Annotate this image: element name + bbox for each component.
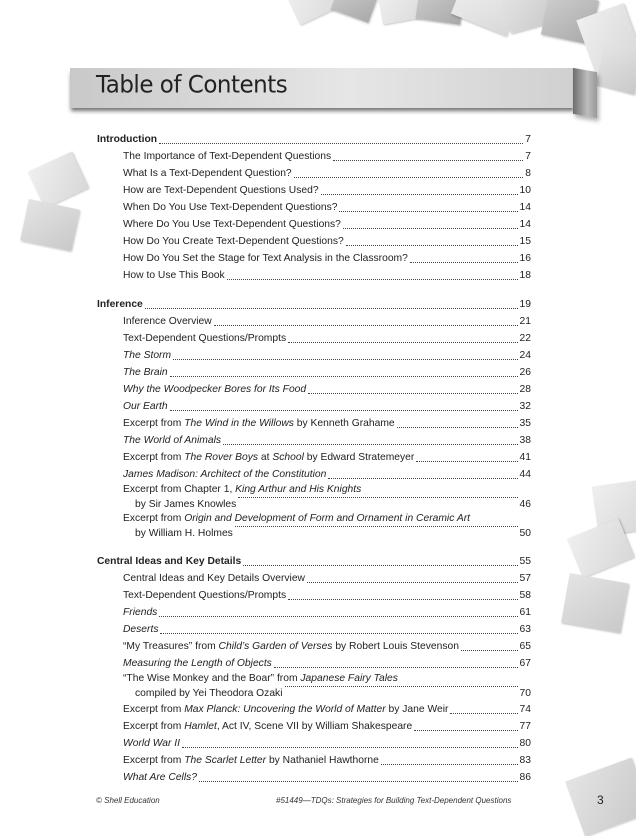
dot-leader [328, 478, 517, 479]
toc-entry[interactable] [97, 655, 531, 672]
dot-leader [159, 616, 517, 617]
toc-section [97, 131, 531, 284]
dot-leader [170, 410, 518, 411]
entry-suffix: by Kenneth Grahame [293, 418, 395, 429]
page-ref: 8 [525, 168, 531, 179]
toc-section-heading[interactable] [97, 131, 531, 148]
dot-leader [410, 262, 518, 263]
entry-title: Why the Woodpecker Bores for Its Food [123, 384, 307, 395]
toc-entry[interactable] [97, 182, 531, 199]
entry-work-title: The Wind in the Willows [184, 418, 294, 429]
dot-leader [339, 211, 517, 212]
toc-entry[interactable] [97, 432, 531, 449]
entry-suffix-2: by Edward Stratemeyer [303, 452, 415, 463]
entry-suffix: by Nathaniel Hawthorne [266, 755, 379, 766]
entry-title: James Madison: Architect of the Constitution [123, 469, 327, 480]
entry-work-title: Max Planck: Uncovering the World of Matter [184, 704, 386, 715]
toc-entry[interactable] [97, 267, 531, 284]
page-ref: 21 [519, 316, 531, 327]
entry-suffix: by Jane Weir [385, 704, 449, 715]
entry-work-title: Hamlet [184, 721, 217, 732]
toc-section-heading[interactable] [97, 553, 531, 570]
entry-title: The Storm [123, 350, 172, 361]
toc-entry[interactable] [97, 769, 531, 786]
dot-leader [343, 228, 518, 229]
toc-entry[interactable] [97, 466, 531, 483]
dot-leader [450, 713, 517, 714]
toc-section [97, 553, 531, 786]
dot-leader [416, 461, 517, 462]
toc-entry[interactable] [97, 381, 531, 398]
page-ref: 46 [519, 499, 531, 510]
entry-prefix: Excerpt from [123, 704, 185, 715]
entry-title: Deserts [123, 624, 159, 635]
dot-leader [159, 143, 523, 144]
entry-title: Friends [123, 607, 158, 618]
toc-entry[interactable] [97, 672, 531, 701]
toc-entry[interactable] [97, 718, 531, 735]
entry-prefix: Excerpt from [123, 755, 185, 766]
entry-title: Text-Dependent Questions/Prompts [123, 590, 287, 601]
entry-prefix: “The Wise Monkey and the Boar” from [123, 673, 301, 684]
toc-entry[interactable] [97, 398, 531, 415]
entry-title: World War II [123, 738, 181, 749]
page-ref: 50 [519, 528, 531, 539]
entry-work-title: Japanese Fairy Tales [300, 673, 398, 684]
entry-title: How Do You Set the Stage for Text Analysis in the Classroom? [123, 253, 408, 264]
toc-entry[interactable] [97, 313, 531, 330]
toc-entry[interactable] [97, 233, 531, 250]
entry-suffix: at [258, 452, 273, 463]
page-ref: 35 [519, 418, 531, 429]
entry-title: What Are Cells? [123, 772, 198, 783]
dot-leader [414, 730, 517, 731]
entry-title: The World of Animals [123, 435, 222, 446]
entry-prefix: Excerpt from [123, 418, 185, 429]
entry-title: Measuring the Length of Objects [123, 658, 272, 669]
entry-title: Our Earth [123, 401, 168, 412]
toc-entry[interactable] [97, 199, 531, 216]
toc-entry[interactable] [97, 587, 531, 604]
entry-title: Where Do You Use Text-Dependent Questions? [123, 219, 341, 230]
entry-suffix: by Robert Louis Stevenson [332, 641, 459, 652]
entry-title: Text-Dependent Questions/Prompts [123, 333, 287, 344]
toc-entry[interactable] [97, 701, 531, 718]
entry-suffix: , Act IV, Scene VII by William Shakespeare [216, 721, 413, 732]
page-ref: 10 [519, 185, 531, 196]
toc-entry[interactable] [97, 735, 531, 752]
toc-entry[interactable] [97, 604, 531, 621]
toc-entry[interactable] [97, 570, 531, 587]
entry-work-title: Origin and Development of Form and Ornament in Ceramic Art [184, 513, 470, 524]
page-ref: 15 [519, 236, 531, 247]
dot-leader [381, 764, 518, 765]
footer-publisher: © Shell Education [96, 796, 160, 805]
page-ref: 44 [519, 469, 531, 480]
entry-title: How Do You Create Text-Dependent Questions? [123, 236, 344, 247]
dot-leader [274, 667, 518, 668]
dot-leader [288, 342, 517, 343]
toc-entry[interactable] [97, 165, 531, 182]
page-ref: 77 [519, 721, 531, 732]
entry-author-line: by Sir James Knowles [135, 499, 237, 510]
entry-author-line: compiled by Yei Theodora Ozaki [135, 688, 283, 699]
dot-leader [307, 582, 518, 583]
page-ref: 18 [519, 270, 531, 281]
toc-section [97, 296, 531, 541]
page-number: 3 [597, 793, 604, 807]
toc-entry[interactable] [97, 512, 531, 541]
toc-entry[interactable] [97, 621, 531, 638]
entry-title: When Do You Use Text-Dependent Questions? [123, 202, 338, 213]
dot-leader [235, 526, 518, 527]
page-ref: 7 [525, 134, 531, 145]
dot-leader [160, 633, 517, 634]
section-title: Introduction [97, 134, 158, 145]
dot-leader [288, 599, 517, 600]
page-ref: 58 [519, 590, 531, 601]
toc-entry[interactable] [97, 148, 531, 165]
entry-title: The Brain [123, 367, 168, 378]
page-ref: 16 [519, 253, 531, 264]
page-ref: 55 [519, 556, 531, 567]
page-ref: 7 [525, 151, 531, 162]
dot-leader [145, 308, 518, 309]
page-ref: 74 [519, 704, 531, 715]
page-ref: 83 [519, 755, 531, 766]
toc-entry[interactable] [97, 483, 531, 512]
entry-title: What Is a Text-Dependent Question? [123, 168, 292, 179]
entry-author-line: by William H. Holmes [135, 528, 233, 539]
dot-leader [214, 325, 518, 326]
dot-leader [227, 279, 518, 280]
dot-leader [199, 781, 518, 782]
page-ref: 28 [519, 384, 531, 395]
dot-leader [173, 359, 517, 360]
toc-entry[interactable] [97, 364, 531, 381]
entry-title: How to Use This Book [123, 270, 225, 281]
page-ref: 26 [519, 367, 531, 378]
page-ref: 61 [519, 607, 531, 618]
page-title: Table of Contents [96, 71, 288, 99]
entry-title: The Importance of Text-Dependent Questions [123, 151, 332, 162]
page-ref: 63 [519, 624, 531, 635]
banner-fold [573, 68, 597, 118]
toc-entry[interactable] [97, 415, 531, 432]
table-of-contents [97, 131, 531, 798]
page-ref: 32 [519, 401, 531, 412]
page-ref: 38 [519, 435, 531, 446]
entry-work-title: The Rover Boys [184, 452, 259, 463]
toc-entry[interactable] [97, 347, 531, 364]
entry-prefix: Excerpt from Chapter 1, [123, 484, 236, 495]
toc-entry[interactable] [97, 330, 531, 347]
entry-title: Inference Overview [123, 316, 212, 327]
dot-leader [182, 747, 518, 748]
page-ref: 67 [519, 658, 531, 669]
entry-prefix: “My Treasures” from [123, 641, 219, 652]
entry-prefix: Excerpt from [123, 513, 185, 524]
toc-entry[interactable] [97, 752, 531, 769]
page-ref: 70 [519, 688, 531, 699]
dot-leader [238, 497, 517, 498]
toc-entry[interactable] [97, 216, 531, 233]
entry-prefix: Excerpt from [123, 452, 185, 463]
dot-leader [285, 686, 518, 687]
dot-leader [170, 376, 518, 377]
page-ref: 14 [519, 202, 531, 213]
page-ref: 65 [519, 641, 531, 652]
footer-book-title: #51449—TDQs: Strategies for Building Text-Dependent Questions [276, 796, 512, 805]
toc-entry[interactable] [97, 449, 531, 466]
dot-leader [333, 160, 523, 161]
entry-work-title: King Arthur and His Knights [235, 484, 362, 495]
page-ref: 57 [519, 573, 531, 584]
toc-entry[interactable] [97, 638, 531, 655]
toc-entry[interactable] [97, 250, 531, 267]
page-ref: 41 [519, 452, 531, 463]
section-title: Inference [97, 299, 143, 310]
entry-work-title: The Scarlet Letter [184, 755, 267, 766]
entry-prefix: Excerpt from [123, 721, 185, 732]
dot-leader [223, 444, 517, 445]
page-ref: 24 [519, 350, 531, 361]
entry-work-title-2: School [272, 452, 304, 463]
entry-title: How are Text-Dependent Questions Used? [123, 185, 319, 196]
page-ref: 86 [519, 772, 531, 783]
dot-leader [346, 245, 518, 246]
dot-leader [397, 427, 518, 428]
page-ref: 19 [519, 299, 531, 310]
toc-section-heading[interactable] [97, 296, 531, 313]
entry-work-title: Child’s Garden of Verses [218, 641, 333, 652]
entry-title: Central Ideas and Key Details Overview [123, 573, 305, 584]
dot-leader [243, 565, 517, 566]
page-ref: 22 [519, 333, 531, 344]
dot-leader [461, 650, 518, 651]
dot-leader [294, 177, 524, 178]
dot-leader [321, 194, 518, 195]
page-ref: 80 [519, 738, 531, 749]
dot-leader [308, 393, 517, 394]
page-ref: 14 [519, 219, 531, 230]
section-title: Central Ideas and Key Details [97, 556, 242, 567]
